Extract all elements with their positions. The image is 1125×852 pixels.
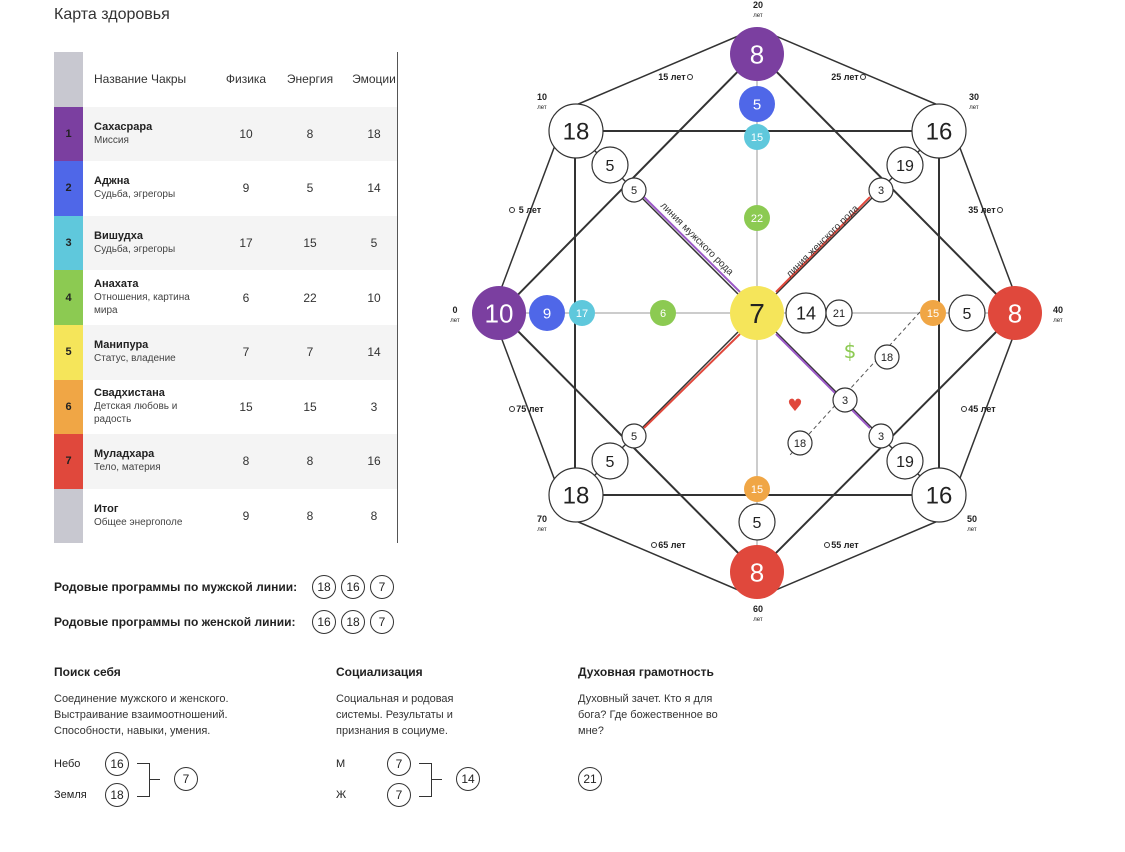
energy-cell: 15 — [303, 399, 317, 414]
male-line-label: линия мужского рода — [657, 200, 736, 278]
chakra-number — [54, 489, 83, 544]
energy-cell: 7 — [306, 345, 314, 360]
node-value: 16 — [925, 118, 953, 146]
table-row — [54, 270, 397, 325]
table-row — [54, 216, 397, 271]
chakra-number: 1 — [54, 107, 83, 162]
node-value: 15 — [926, 307, 940, 320]
age-unit: лет — [969, 105, 979, 111]
age-label: 40 — [1052, 305, 1064, 315]
bottom-left-node-3 — [622, 424, 646, 448]
node-value: 8 — [749, 39, 765, 70]
header-emotions: Эмоции — [352, 72, 396, 87]
male-line-value: 7 — [370, 575, 394, 599]
left-node-4 — [650, 300, 676, 326]
section-text: Соединение мужского и женского. Выстраивание взаимоотношений. Способности, навыки, умения. — [54, 693, 229, 737]
chakra-desc: Судьба, эгрегоры — [94, 244, 176, 256]
minor-age-label: 35 лет — [968, 205, 996, 215]
node-value: 17 — [575, 307, 589, 320]
node-value: 7 — [749, 298, 765, 330]
money-line — [790, 312, 920, 455]
node-value: 5 — [605, 157, 615, 175]
chakra-desc: Общее энергополе — [94, 517, 183, 529]
age-marker — [861, 75, 866, 80]
energy-cell: 8 — [306, 454, 314, 469]
minor-age-label: 65 лет — [658, 540, 686, 550]
social-result: 14 — [456, 767, 480, 791]
male-line-label: Родовые программы по мужской линии: — [54, 580, 298, 594]
table-row — [54, 107, 397, 162]
age-label: 30 — [968, 92, 980, 102]
emotions-cell: 14 — [367, 181, 381, 196]
physics-cell: 10 — [239, 126, 253, 141]
table-row — [54, 434, 397, 489]
money-node — [875, 345, 899, 369]
node-value: 15 — [750, 131, 764, 144]
minor-age-label: 75 лет — [516, 404, 544, 414]
table-row — [54, 489, 397, 544]
female-line-label: линия женского рода — [784, 203, 862, 281]
header-chakra-name: Название Чакры — [94, 71, 187, 86]
chakra-name-cell — [83, 175, 214, 201]
section-self — [54, 665, 274, 739]
header-energy: Энергия — [286, 72, 334, 87]
minor-age-label: 25 лет — [831, 72, 859, 82]
age-unit: лет — [967, 527, 977, 533]
minor-age-label: 55 лет — [831, 540, 859, 550]
chakra-desc: Отношения, картина мира — [94, 292, 190, 317]
top-node-2 — [739, 86, 775, 122]
node-value: 18 — [793, 437, 807, 450]
age-unit: лет — [1053, 318, 1063, 324]
energy-cell: 8 — [306, 509, 314, 524]
female-line-value: 18 — [341, 610, 365, 634]
earth-label: Земля — [54, 789, 87, 801]
chakra-number: 5 — [54, 325, 83, 380]
section-title: Духовная грамотность — [578, 665, 714, 679]
node-value: 19 — [896, 453, 914, 471]
node-value: 6 — [659, 307, 667, 320]
energy-cell: 8 — [306, 126, 314, 141]
node-value: 18 — [880, 351, 894, 364]
right-node — [988, 286, 1042, 340]
chakra-name-cell — [83, 121, 214, 147]
chakra-number: 3 — [54, 216, 83, 271]
bottom-right-node — [912, 468, 966, 522]
node-value: 5 — [605, 453, 615, 471]
chakra-name-cell — [83, 230, 214, 256]
top-left-node-2 — [592, 147, 628, 183]
female-line-label: Родовые программы по женской линии: — [54, 615, 296, 629]
matrix-nodes — [450, 0, 1063, 623]
top-node-3 — [744, 124, 770, 150]
minor-age-label: 5 лет — [518, 205, 542, 215]
chakra-desc: Миссия — [94, 134, 129, 146]
node-value: 5 — [752, 514, 762, 532]
age-unit: лет — [537, 527, 547, 533]
earth-value: 18 — [105, 783, 129, 807]
table-header — [54, 52, 397, 107]
top-right-node — [912, 104, 966, 158]
money-mid-node — [833, 388, 857, 412]
chakra-number: 7 — [54, 434, 83, 489]
bottom-right-node-2 — [887, 443, 923, 479]
f-value: 7 — [387, 783, 411, 807]
male-line-value: 16 — [341, 575, 365, 599]
top-left-node-3 — [622, 178, 646, 202]
left-node-3 — [569, 300, 595, 326]
age-marker — [510, 407, 515, 412]
bottom-node-2 — [739, 504, 775, 540]
energy-cell: 5 — [306, 181, 314, 196]
node-value: 21 — [832, 307, 846, 320]
male-line-arrow — [644, 197, 740, 292]
emotions-cell: 10 — [367, 290, 381, 305]
top-node-4 — [744, 205, 770, 231]
chakra-number: 6 — [54, 380, 83, 435]
table-row — [54, 380, 397, 435]
age-marker — [510, 208, 515, 213]
heart-icon: ♥ — [787, 396, 803, 416]
chakra-name: Манипура — [94, 339, 149, 352]
energy-cell: 22 — [303, 290, 317, 305]
love-node — [788, 431, 812, 455]
sky-value: 16 — [105, 752, 129, 776]
physics-cell: 6 — [242, 290, 250, 305]
chakra-desc: Статус, владение — [94, 353, 176, 365]
node-value: 5 — [962, 305, 972, 323]
male-line-value: 18 — [312, 575, 336, 599]
m-label: М — [336, 758, 346, 770]
bottom-node-3 — [744, 476, 770, 502]
center-node — [730, 286, 784, 340]
age-label: 10 — [536, 92, 548, 102]
node-value: 19 — [896, 157, 914, 175]
chakra-name-cell — [83, 339, 214, 365]
emotions-cell: 16 — [367, 454, 381, 469]
age-label: 0 — [452, 305, 458, 315]
top-node — [730, 27, 784, 81]
top-right-node-3 — [869, 178, 893, 202]
age-marker — [688, 75, 693, 80]
physics-cell: 17 — [239, 236, 253, 251]
node-value: 10 — [484, 298, 514, 329]
header-strip — [54, 52, 83, 107]
right-node-3 — [920, 300, 946, 326]
node-value: 3 — [877, 430, 885, 443]
node-value: 3 — [877, 184, 885, 197]
section-social — [336, 665, 476, 739]
chakra-name: Вишудха — [94, 230, 143, 243]
age-marker — [962, 407, 967, 412]
emotions-cell: 5 — [370, 236, 378, 251]
chakra-name-cell — [83, 278, 214, 317]
physics-cell: 7 — [242, 345, 250, 360]
age-unit: лет — [537, 105, 547, 111]
age-label: 50 — [966, 514, 978, 524]
sky-label: Небо — [54, 758, 81, 770]
chakra-name-cell — [83, 387, 214, 426]
node-value: 8 — [1007, 298, 1023, 329]
right-node-4 — [786, 293, 826, 333]
minor-age-label: 45 лет — [968, 404, 996, 414]
node-value: 8 — [749, 557, 765, 588]
node-value: 18 — [562, 118, 590, 146]
table-row — [54, 161, 397, 216]
emotions-cell: 8 — [370, 509, 378, 524]
left-node-2 — [529, 295, 565, 331]
money-icon: $ — [843, 339, 857, 363]
chakra-name: Свадхистана — [94, 387, 165, 400]
node-value: 15 — [750, 483, 764, 496]
minor-age-label: 15 лет — [658, 72, 686, 82]
bracket-line — [150, 779, 160, 780]
section-text: Духовный зачет. Кто я для бога? Где божественное во мне? — [578, 693, 718, 737]
age-marker — [825, 543, 830, 548]
bottom-left-node — [549, 468, 603, 522]
physics-cell: 9 — [242, 181, 250, 196]
chakra-desc: Судьба, эгрегоры — [94, 189, 176, 201]
female-line-value: 16 — [312, 610, 336, 634]
table-row — [54, 325, 397, 380]
spiritual-result: 21 — [578, 767, 602, 791]
age-marker — [652, 543, 657, 548]
chakra-name: Анахата — [94, 278, 139, 291]
chakra-name: Итог — [94, 503, 119, 516]
age-marker — [998, 208, 1003, 213]
emotions-cell: 18 — [367, 126, 381, 141]
top-left-node — [549, 104, 603, 158]
section-spiritual — [578, 665, 718, 739]
node-value: 16 — [925, 482, 953, 510]
chakra-desc: Тело, материя — [94, 462, 161, 474]
age-unit: лет — [450, 318, 460, 324]
age-label: 20 — [752, 0, 764, 10]
section-title: Поиск себя — [54, 665, 121, 679]
header-physics: Физика — [225, 72, 267, 87]
node-value: 3 — [841, 394, 849, 407]
emotions-cell: 3 — [370, 399, 378, 414]
bracket — [419, 763, 432, 797]
top-right-node-2 — [887, 147, 923, 183]
bracket — [137, 763, 150, 797]
physics-cell: 8 — [242, 454, 250, 469]
section-title: Социализация — [336, 665, 423, 679]
node-value: 22 — [750, 212, 764, 225]
chakra-name: Сахасрара — [94, 120, 153, 133]
right-node-2 — [949, 295, 985, 331]
node-value: 18 — [562, 482, 590, 510]
node-value: 5 — [630, 184, 638, 197]
age-unit: лет — [753, 617, 763, 623]
age-label: 60 — [752, 604, 764, 614]
physics-cell: 15 — [239, 399, 253, 414]
bottom-left-node-2 — [592, 443, 628, 479]
section-text: Социальная и родовая системы. Результаты и признания в социуме. — [336, 693, 454, 737]
m-value: 7 — [387, 752, 411, 776]
node-value: 5 — [752, 96, 762, 114]
node-value: 5 — [630, 430, 638, 443]
emotions-cell: 14 — [367, 345, 381, 360]
chakra-name-cell — [83, 448, 214, 474]
chakra-number: 4 — [54, 270, 83, 325]
search-result: 7 — [174, 767, 198, 791]
age-label: 70 — [536, 514, 548, 524]
f-label: Ж — [336, 789, 347, 801]
physics-cell: 9 — [242, 509, 250, 524]
chakra-number: 2 — [54, 161, 83, 216]
right-node-5 — [826, 300, 852, 326]
page-title: Карта здоровья — [54, 6, 170, 23]
chakra-table — [54, 52, 397, 543]
energy-cell: 15 — [303, 236, 317, 251]
destiny-matrix — [440, 0, 1080, 630]
chakra-name-cell — [83, 503, 214, 529]
female-line-arrow — [644, 334, 740, 428]
node-value: 9 — [542, 305, 552, 323]
bottom-right-node-3 — [869, 424, 893, 448]
bracket-line — [432, 779, 442, 780]
female-line-value: 7 — [370, 610, 394, 634]
chakra-name: Муладхара — [94, 448, 155, 461]
node-value: 14 — [795, 303, 817, 324]
chakra-name: Аджна — [94, 175, 130, 188]
chakra-desc: Детская любовь и радость — [94, 401, 178, 426]
age-unit: лет — [753, 13, 763, 19]
left-node — [472, 286, 526, 340]
bottom-node — [730, 545, 784, 599]
